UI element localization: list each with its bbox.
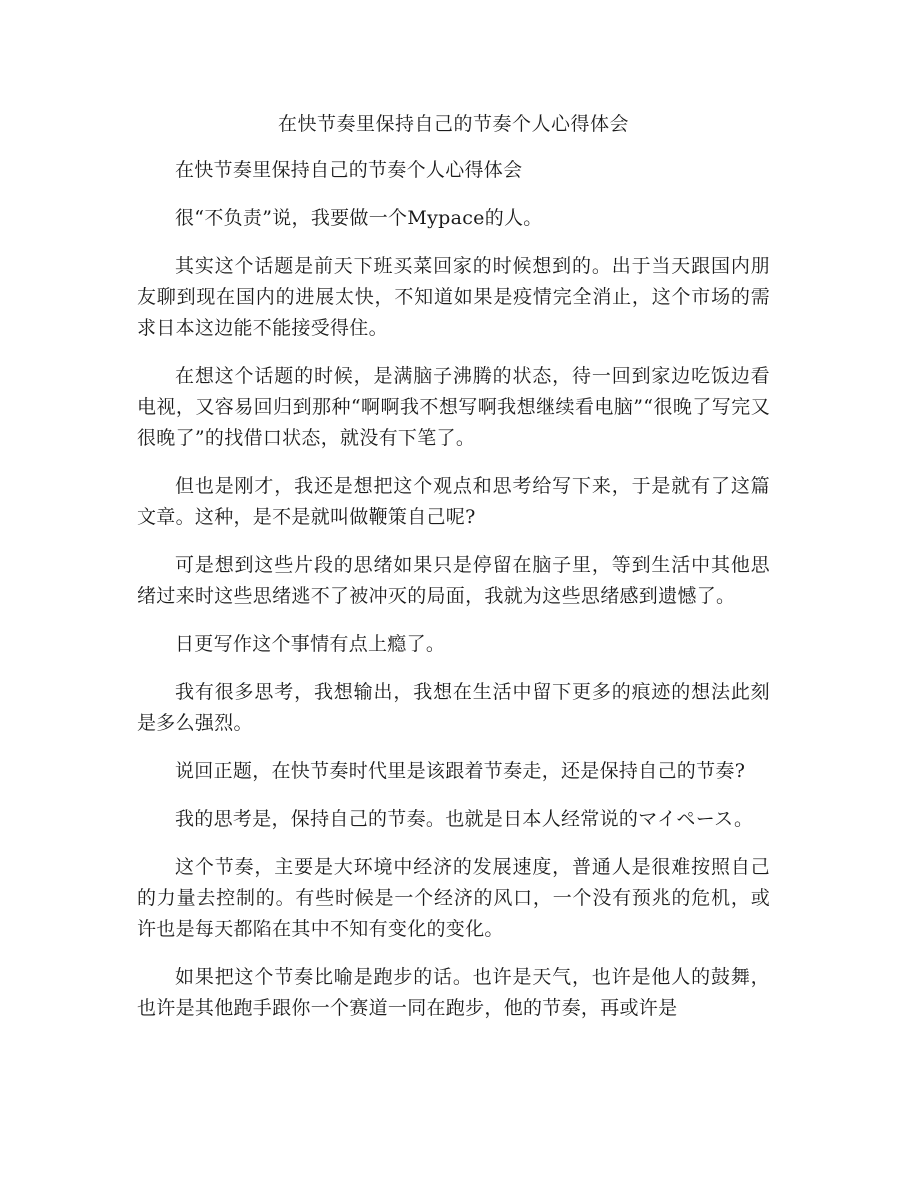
paragraph: 其实这个话题是前天下班买菜回家的时候想到的。出于当天跟国内朋友聊到现在国内的进展太快，不知道如果是疫情完全消止，这个市场的需求日本这边能不能接受得住。 xyxy=(137,255,770,339)
paragraph: 日更写作这个事情有点上瘾了。 xyxy=(175,633,446,655)
paragraph: 但也是刚才，我还是想把这个观点和思考给写下来，于是就有了这篇文章。这种，是不是就叫做鞭策自己呢? xyxy=(137,475,770,528)
document-page xyxy=(137,108,770,1041)
paragraph: 在快节奏里保持自己的节奏个人心得体会 xyxy=(175,159,523,181)
paragraph: 在想这个话题的时候，是满脑子沸腾的状态，待一回到家边吃饭边看电视，又容易回归到那种“啊啊我不想写啊我想继续看电脑”“很晚了写完又很晚了”的找借口状态，就没有下笔了。 xyxy=(137,365,770,449)
paragraph: 这个节奏，主要是大环境中经济的发展速度，普通人是很难按照自己的力量去控制的。有些时候是一个经济的风口，一个没有预兆的危机，或许也是每天都陷在其中不知有变化的变化。 xyxy=(137,856,770,940)
paragraph: 如果把这个节奏比喻是跑步的话。也许是天气，也许是他人的鼓舞，也许是其他跑手跟你一个赛道一同在跑步，他的节奏，再或许是 xyxy=(137,966,770,1019)
document-title: 在快节奏里保持自己的节奏个人心得体会 xyxy=(277,113,629,135)
paragraph: 很“不负责”说，我要做一个Mypace的人。 xyxy=(175,207,543,229)
paragraph: 我有很多思考，我想输出，我想在生活中留下更多的痕迹的想法此刻是多么强烈。 xyxy=(137,681,770,734)
paragraph: 说回正题，在快节奏时代里是该跟着节奏走，还是保持自己的节奏? xyxy=(175,760,746,782)
paragraph: 可是想到这些片段的思绪如果只是停留在脑子里，等到生活中其他思绪过来时这些思绪逃不了被冲灭的局面，我就为这些思绪感到遗憾了。 xyxy=(137,554,770,607)
paragraph: 我的思考是，保持自己的节奏。也就是日本人经常说的マイペース。 xyxy=(175,808,754,830)
